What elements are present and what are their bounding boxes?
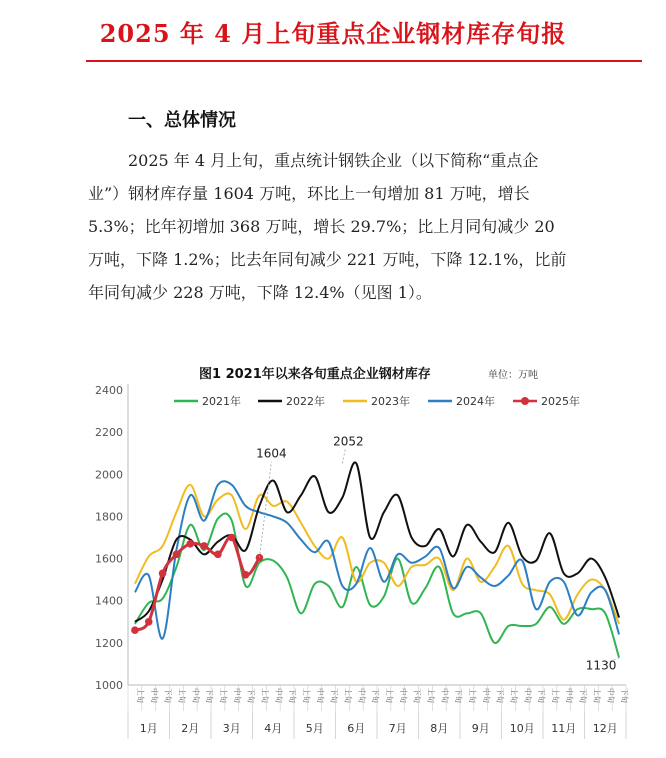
- series-point-2025: [145, 618, 153, 626]
- x-dekad-label: 下旬: [412, 688, 422, 703]
- x-month-label: 7月: [388, 722, 407, 735]
- x-month-label: 10月: [509, 722, 535, 735]
- title-divider: [86, 60, 642, 62]
- x-month-label: 9月: [471, 722, 490, 735]
- legend-label: 2024年: [456, 395, 495, 408]
- y-tick-label: 1800: [95, 510, 123, 524]
- x-dekad-label: 上旬: [384, 688, 394, 703]
- x-dekad-label: 下旬: [454, 688, 464, 703]
- x-dekad-label: 下旬: [329, 688, 339, 703]
- x-dekad-label: 中旬: [149, 688, 159, 703]
- x-dekad-label: 上旬: [426, 688, 436, 703]
- x-dekad-label: 上旬: [301, 688, 311, 703]
- x-month-label: 1月: [139, 722, 158, 735]
- x-month-label: 6月: [347, 722, 366, 735]
- series-line-2025: [135, 537, 260, 630]
- series-point-2025: [228, 534, 236, 542]
- annotation-leader: [342, 448, 345, 463]
- section-heading: 一、总体情况: [128, 110, 236, 131]
- series-line-2023: [135, 485, 619, 624]
- y-tick-label: 2200: [95, 426, 123, 440]
- x-dekad-label: 下旬: [288, 688, 298, 703]
- x-dekad-label: 下旬: [371, 688, 381, 703]
- summary-paragraph: [88, 150, 643, 315]
- paragraph-line: 万吨，下降 1.2%；比去年同旬减少 221 万吨，下降 12.1%，比前: [88, 250, 567, 269]
- x-dekad-label: 上旬: [592, 688, 602, 703]
- x-dekad-label: 上旬: [509, 688, 519, 703]
- series-point-2025: [186, 540, 194, 548]
- x-dekad-label: 上旬: [550, 688, 560, 703]
- x-dekad-label: 下旬: [163, 688, 173, 703]
- x-dekad-label: 中旬: [191, 688, 201, 703]
- x-dekad-label: 中旬: [315, 688, 325, 703]
- legend-label: 2023年: [371, 395, 410, 408]
- y-tick-label: 1000: [95, 679, 123, 692]
- series-point-2025: [173, 551, 181, 559]
- annotation-label: 1130: [585, 658, 617, 673]
- x-dekad-label: 上旬: [343, 688, 353, 703]
- x-dekad-label: 上旬: [218, 688, 228, 703]
- x-month-label: 5月: [305, 722, 324, 735]
- paragraph-line: 业”）钢材库存量 1604 万吨，环比上一旬增加 81 万吨，增长: [88, 184, 530, 203]
- series-point-2025: [214, 551, 222, 559]
- inventory-chart: [86, 356, 646, 754]
- x-dekad-label: 上旬: [467, 688, 477, 703]
- x-dekad-label: 下旬: [246, 688, 256, 703]
- x-dekad-label: 下旬: [205, 688, 215, 703]
- x-dekad-label: 下旬: [578, 688, 588, 703]
- line-chart-svg: [86, 356, 646, 754]
- series-point-2025: [159, 570, 167, 578]
- series-point-2025: [131, 626, 139, 634]
- x-dekad-label: 下旬: [537, 688, 547, 703]
- x-month-label: 11月: [551, 722, 577, 735]
- x-month-label: 3月: [222, 722, 241, 735]
- x-dekad-label: 中旬: [232, 688, 242, 703]
- chart-title: 图1 2021年以来各旬重点企业钢材库存: [199, 367, 431, 382]
- annotation-label: 2052: [333, 434, 364, 449]
- x-dekad-label: 下旬: [495, 688, 505, 703]
- x-dekad-label: 中旬: [440, 688, 450, 703]
- series-point-2025: [242, 571, 250, 579]
- x-month-label: 8月: [430, 722, 449, 735]
- x-month-label: 4月: [264, 722, 283, 735]
- annotation-leader: [259, 462, 271, 558]
- paragraph-line: 5.3%；比年初增加 368 万吨，增长 29.7%；比上月同旬减少 20: [88, 217, 555, 236]
- annotation-label: 1604: [256, 446, 287, 461]
- x-dekad-label: 中旬: [606, 688, 616, 703]
- paragraph-line: 2025 年 4 月上旬，重点统计钢铁企业（以下简称“重点企: [128, 151, 539, 170]
- y-tick-label: 2400: [95, 384, 123, 397]
- x-dekad-label: 上旬: [135, 688, 145, 703]
- x-dekad-label: 中旬: [274, 688, 284, 703]
- x-dekad-label: 上旬: [260, 688, 270, 703]
- series-line-2022: [135, 462, 619, 621]
- x-dekad-label: 中旬: [398, 688, 408, 703]
- series-point-2025: [200, 542, 208, 550]
- x-dekad-label: 中旬: [523, 688, 533, 703]
- y-tick-label: 1600: [95, 552, 123, 566]
- x-dekad-label: 上旬: [177, 688, 187, 703]
- x-dekad-label: 中旬: [357, 688, 367, 703]
- legend-marker: [521, 397, 529, 405]
- paragraph-line: 年同旬减少 228 万吨，下降 12.4%（见图 1）。: [88, 283, 432, 302]
- legend-label: 2025年: [541, 395, 580, 408]
- x-dekad-label: 中旬: [481, 688, 491, 703]
- x-month-label: 12月: [592, 722, 618, 735]
- x-month-label: 2月: [181, 722, 200, 735]
- chart-unit-label: 单位：万吨: [488, 370, 538, 381]
- x-dekad-label: 下旬: [620, 688, 630, 703]
- x-dekad-label: 中旬: [564, 688, 574, 703]
- y-tick-label: 2000: [95, 468, 123, 482]
- legend-label: 2022年: [286, 395, 325, 408]
- page-title: 2025 年 4 月上旬重点企业钢材库存旬报: [99, 19, 567, 48]
- legend-label: 2021年: [202, 395, 241, 408]
- y-tick-label: 1200: [95, 636, 123, 650]
- y-tick-label: 1400: [95, 594, 123, 608]
